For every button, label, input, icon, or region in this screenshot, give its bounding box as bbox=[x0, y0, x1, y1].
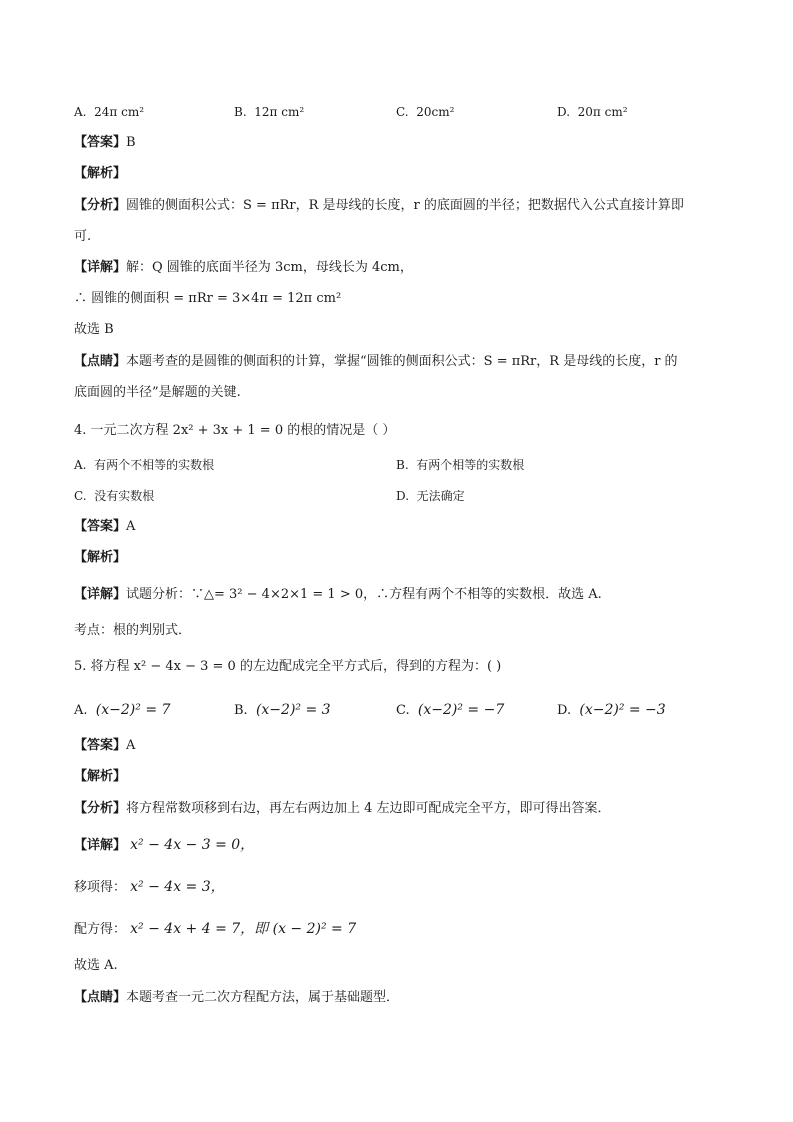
q4-option-b: B. 有两个相等的实数根 bbox=[396, 458, 525, 472]
q3-fenxi: 【分析】圆锥的侧面积公式：S = πRr，R 是母线的长度，r 的底面圆的半径；把数据代入公式直接计算即 bbox=[74, 198, 684, 213]
q4-option-c: C. 没有实数根 bbox=[74, 489, 155, 503]
q3-option-a: A. 24π cm² bbox=[74, 105, 145, 119]
q3-option-b: B. 12π cm² bbox=[234, 105, 305, 119]
q5-option-d: D. (x−2)² = −3 bbox=[557, 702, 666, 718]
q4-stem: 4. 一元二次方程 2x² + 3x + 1 = 0 的根的情况是（ ） bbox=[74, 423, 396, 438]
q5-fenxi: 【分析】将方程常数项移到右边，再左右两边加上 4 左边即可配成完全平方，即可得出答案． bbox=[74, 801, 611, 816]
q4-analysis-heading: 【解析】 bbox=[74, 550, 127, 565]
q4-kaodian: 考点：根的判别式． bbox=[74, 623, 192, 638]
q5-answer: 【答案】A bbox=[74, 738, 136, 753]
q5-step-move: 移项得： x² − 4x = 3， bbox=[74, 879, 225, 895]
q5-conclusion: 故选 A. bbox=[74, 958, 118, 973]
q4-answer: 【答案】A bbox=[74, 519, 136, 534]
q5-stem: 5. 将方程 x² − 4x − 3 = 0 的左边配成完全平方式后，得到的方程为：( ) bbox=[74, 659, 502, 674]
q4-detail: 【详解】试题分析：∵△= 3² − 4×2×1 = 1 > 0，∴方程有两个不相等的实数根．故选 A. bbox=[74, 587, 602, 602]
q3-detail-calc: ∴ 圆锥的侧面积 = πRr = 3×4π = 12π cm² bbox=[74, 291, 342, 306]
q5-option-c: C. (x−2)² = −7 bbox=[396, 702, 505, 718]
q5-step-complete: 配方得： x² − 4x + 4 = 7，即 (x − 2)² = 7 bbox=[74, 921, 357, 937]
q3-detail: 【详解】解：Q 圆锥的底面半径为 3cm，母线长为 4cm， bbox=[74, 260, 413, 275]
q5-analysis-heading: 【解析】 bbox=[74, 769, 127, 784]
q3-option-c: C. 20cm² bbox=[396, 105, 455, 119]
q4-option-a: A. 有两个不相等的实数根 bbox=[74, 458, 215, 472]
q5-detail: 【详解】 x² − 4x − 3 = 0， bbox=[74, 837, 255, 853]
q3-comment: 【点睛】本题考查的是圆锥的侧面积的计算，掌握“圆锥的侧面积公式：S = πRr，R 是母线的长度，r 的 bbox=[74, 354, 678, 369]
q3-answer: 【答案】B bbox=[74, 135, 136, 150]
q5-option-a: A. (x−2)² = 7 bbox=[74, 702, 171, 718]
q3-comment-cont: 底面圆的半径”是解题的关键. bbox=[74, 385, 241, 400]
q3-fenxi-cont: 可. bbox=[74, 229, 92, 244]
q3-option-d: D. 20π cm² bbox=[557, 105, 628, 119]
q3-analysis-heading: 【解析】 bbox=[74, 166, 127, 181]
q5-option-b: B. (x−2)² = 3 bbox=[234, 702, 331, 718]
q4-option-d: D. 无法确定 bbox=[396, 489, 465, 503]
q3-conclusion: 故选 B bbox=[74, 322, 114, 337]
q5-comment: 【点睛】本题考查一元二次方程配方法，属于基础题型． bbox=[74, 990, 400, 1005]
